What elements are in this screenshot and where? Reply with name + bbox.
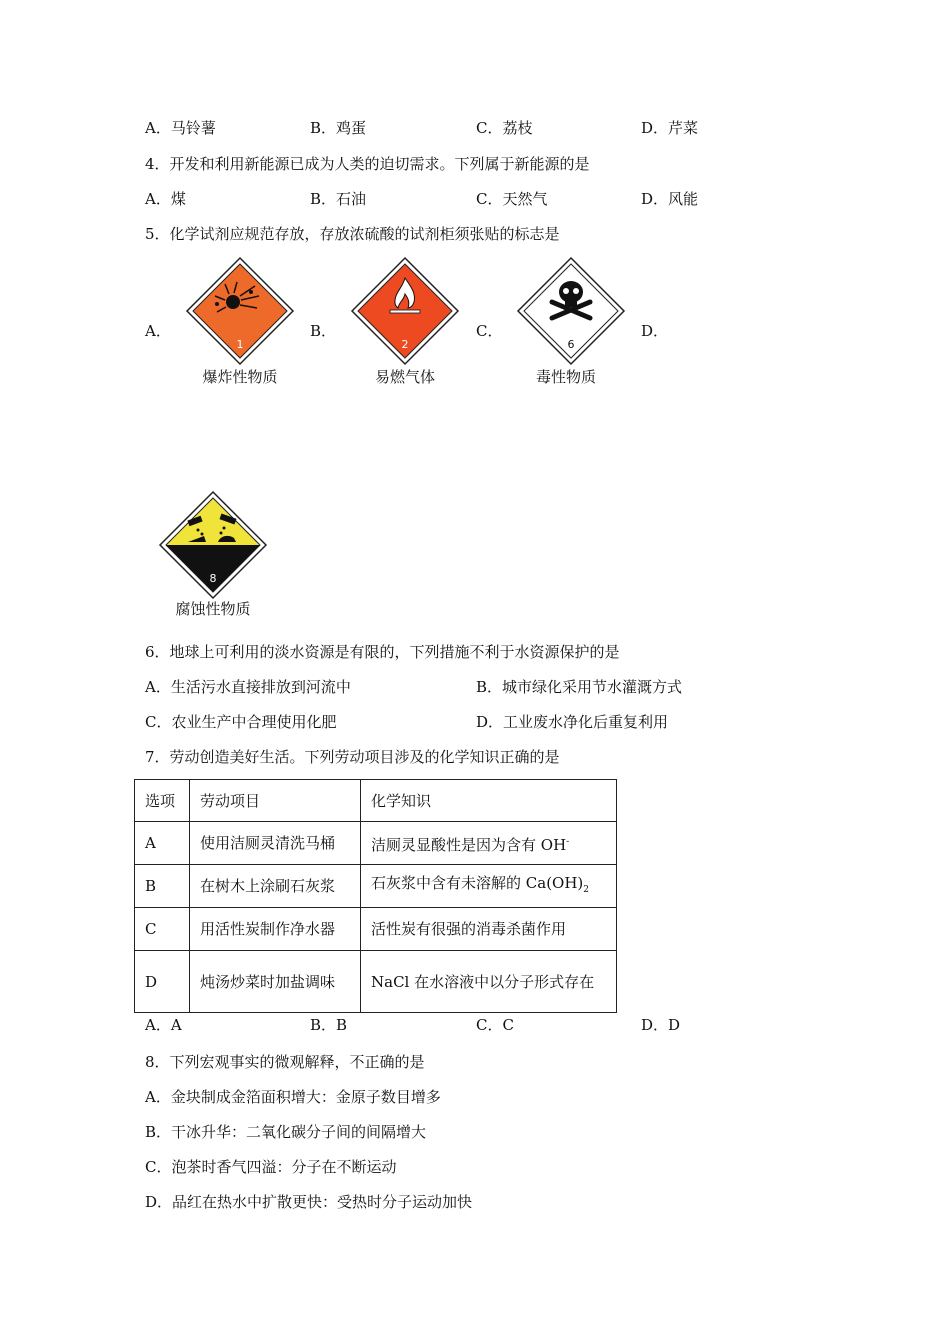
q4-option-b: B．石油 [310,190,367,208]
subscript: 2 [583,884,590,895]
flammable-gas-icon [350,256,460,366]
flammable-sign-number: 2 [401,338,409,351]
q8-option-c: C．泡茶时香气四溢：分子在不断运动 [145,1158,397,1176]
table-header-row [135,780,617,822]
table-row [135,865,617,908]
q6-option-a: A．生活污水直接排放到河流中 [145,678,351,696]
table-cell-key: D [135,951,190,1013]
q7-option-d: D．D [641,1016,681,1034]
table-cell-task: 用活性炭制作净水器 [190,908,361,951]
superscript: - [566,836,570,847]
toxic-caption: 毒性物质 [535,368,596,386]
q4-option-d: D．风能 [641,190,699,208]
flammable-caption: 易燃气体 [374,368,435,386]
table-cell-knowledge: NaCl 在水溶液中以分子形式存在 [361,951,617,1013]
q7-option-a: A．A [145,1016,182,1034]
q6-option-c: C．农业生产中合理使用化肥 [145,713,337,731]
q3-option-d: D．芹菜 [641,119,699,137]
q3-option-c: C．荔枝 [476,119,533,137]
table-cell-knowledge [361,822,617,865]
knowledge-text: 石灰浆中含有未溶解的 Ca(OH) [371,873,584,892]
q4-option-a: A．煤 [145,190,186,208]
explosive-sign-number: 1 [236,338,244,351]
table-cell-key: C [135,908,190,951]
table-cell-key: A [135,822,190,865]
corrosive-sign-number: 8 [209,572,217,585]
table-header-cell: 化学知识 [361,780,617,822]
q6-option-d: D．工业废水净化后重复利用 [476,713,669,731]
q3-option-a: A．马铃薯 [145,119,216,137]
q7-stem: 7．劳动创造美好生活。下列劳动项目涉及的化学知识正确的是 [145,748,560,766]
corrosive-caption: 腐蚀性物质 [175,600,251,618]
table-cell-knowledge: 活性炭有很强的消毒杀菌作用 [361,908,617,951]
table-cell-task: 使用洁厕灵清洗马桶 [190,822,361,865]
q5-option-b-letter: B． [310,322,337,340]
explosive-caption: 爆炸性物质 [202,368,278,386]
table-row [135,908,617,951]
knowledge-text: 洁厕灵显酸性是因为含有 OH [371,835,567,854]
q8-option-d: D．品红在热水中扩散更快：受热时分子运动加快 [145,1193,473,1211]
q8-stem: 8．下列宏观事实的微观解释，不正确的是 [145,1053,425,1071]
q6-option-b: B．城市绿化采用节水灌溉方式 [476,678,683,696]
table-cell-task: 炖汤炒菜时加盐调味 [190,951,361,1013]
q7-table [134,779,617,1013]
q6-stem: 6．地球上可利用的淡水资源是有限的，下列措施不利于水资源保护的是 [145,643,620,661]
table-row [135,822,617,865]
q8-option-a: A．金块制成金箔面积增大：金原子数目增多 [145,1088,441,1106]
table-row [135,951,617,1013]
q7-option-b: B．B [310,1016,348,1034]
q5-stem: 5．化学试剂应规范存放，存放浓硫酸的试剂柜须张贴的标志是 [145,225,560,243]
q4-option-c: C．天然气 [476,190,548,208]
q8-option-b: B．干冰升华：二氧化碳分子间的间隔增大 [145,1123,427,1141]
q3-option-b: B．鸡蛋 [310,119,367,137]
table-header-cell: 选项 [135,780,190,822]
explosive-hazard-icon [185,256,295,366]
q5-option-c-letter: C． [476,322,503,340]
q7-option-c: C．C [476,1016,514,1034]
corrosive-hazard-icon [158,490,268,600]
table-cell-key: B [135,865,190,908]
table-header-cell: 劳动项目 [190,780,361,822]
toxic-skull-icon [516,256,626,366]
table-cell-knowledge [361,865,617,908]
toxic-sign-number: 6 [567,338,575,351]
table-cell-task: 在树木上涂刷石灰浆 [190,865,361,908]
q4-stem: 4．开发和利用新能源已成为人类的迫切需求。下列属于新能源的是 [145,155,590,173]
q5-option-d-letter: D． [641,322,669,340]
q5-option-a-letter: A． [145,322,171,340]
